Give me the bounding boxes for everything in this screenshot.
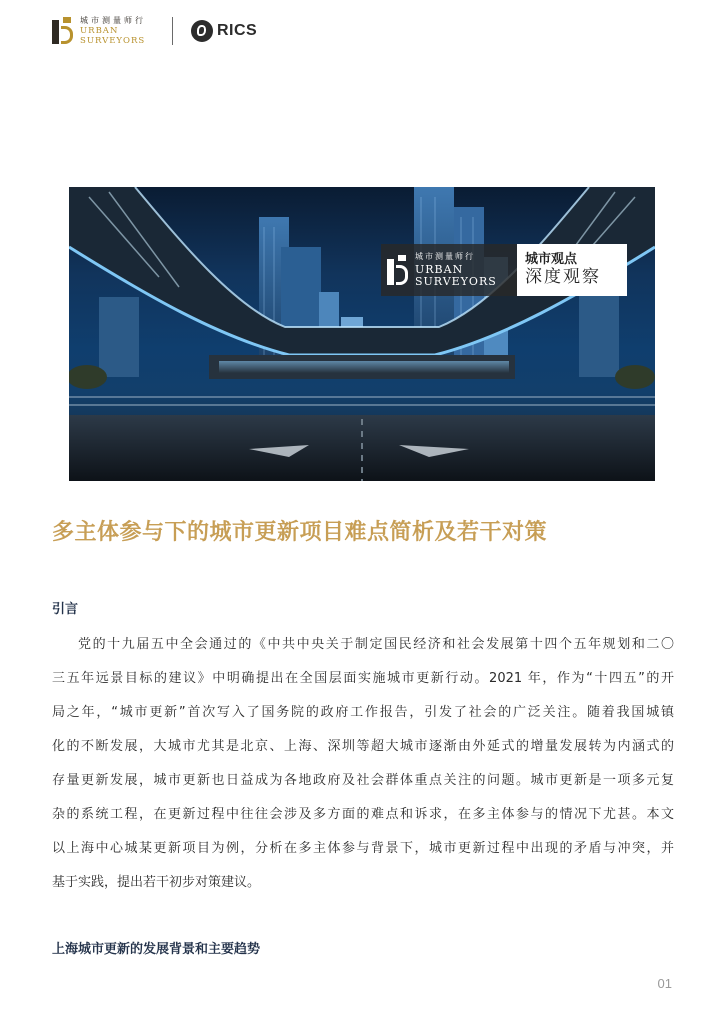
page-number: 01 [657,976,672,991]
section-heading: 上海城市更新的发展背景和主要趋势 [52,942,261,957]
city-overpass-illustration [69,187,655,481]
badge-logo-icon [387,255,409,285]
page-header [52,14,257,48]
intro-heading: 引言 [52,602,79,617]
paragraph-line: 三五年远景目标的建议》中明确提出在全国层面实施城市更新行动。2021 年，作为“十四五”的开 [52,671,674,686]
urban-surveyors-badge [381,244,627,296]
paragraph-line: 杂的系统工程，在更新过程中往往会涉及多方面的难点和诉求，在多主体参与的情况下尤甚。本文 [52,807,674,822]
header-divider [172,17,173,45]
badge-english-line2: SURVEYORS [415,275,497,288]
badge-title-bottom: 深度观察 [525,267,601,288]
paragraph-line: 以上海中心城某更新项目为例，分析在多主体参与背景下，城市更新过程中出现的矛盾与冲突，并 [52,841,674,856]
rics-lion-icon [191,20,213,42]
article-title: 多主体参与下的城市更新项目难点简析及若干对策 [52,520,548,545]
badge-chinese-name: 城市测量师行 [415,252,475,261]
paragraph-line: 党的十九届五中全会通过的《中共中央关于制定国民经济和社会发展第十四个五年规划和二〇 [78,637,674,652]
paragraph-line: 局之年，“城市更新”首次写入了国务院的政府工作报告，引发了社会的广泛关注。随着我国城镇 [52,705,674,720]
paragraph-line: 存量更新发展，城市更新也日益成为各地政府及社会群体重点关注的问题。城市更新是一项多元复 [52,773,674,788]
hero-image [69,187,655,481]
paragraph-line: 化的不断发展，大城市尤其是北京、上海、深圳等超大城市逐渐由外延式的增量发展转为内涵式的 [52,739,674,754]
rics-label: RICS [217,22,258,39]
logo-english-line2: SURVEYORS [80,35,146,46]
urban-surveyors-logo-icon [52,17,74,45]
rics-logo [191,20,257,42]
paragraph-line: 基于实践，提出若干初步对策建议。 [52,875,261,890]
logo-english-line1: URBAN [80,26,119,36]
intro-paragraph [52,628,674,900]
badge-english-line1: URBAN [415,263,464,276]
urban-surveyors-logo [52,17,146,45]
logo-chinese-name: 城市测量师行 [80,16,146,25]
badge-title-top: 城市观点 [525,251,578,267]
